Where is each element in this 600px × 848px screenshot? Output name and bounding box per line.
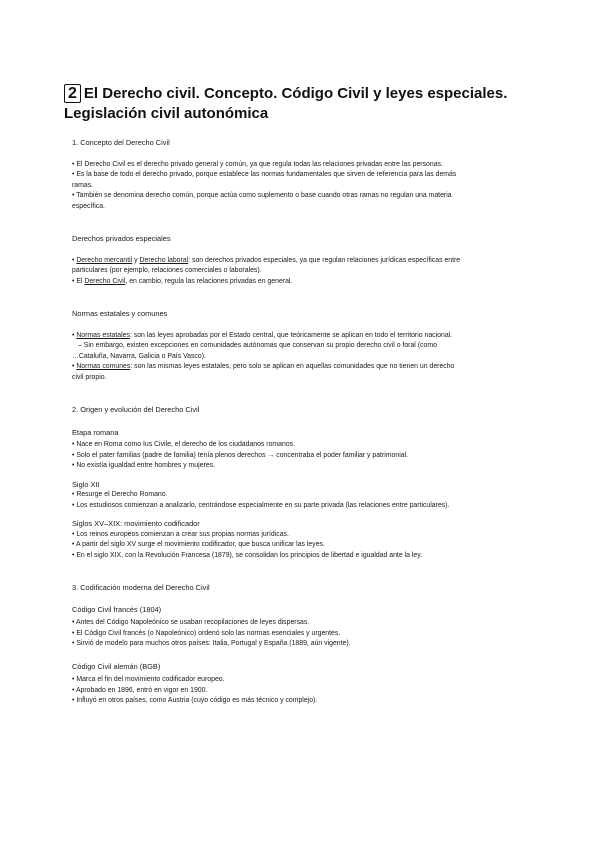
siglo-xii-line: • Los estudiosos comienzan a analizarlo, centrándose especialmente en su parte privada (las relaciones entre particulares). (72, 501, 450, 509)
s1-line: específica. (72, 202, 105, 210)
title-line-2: Legislación civil autonómica (64, 105, 269, 122)
normas-line-1: • Normas estatales: son las leyes aprobadas por el Estado central, que teóricamente se aplican en todo el territorio nacional. (72, 331, 453, 339)
privados-line-3: • El Derecho Civil, en cambio, regula las relaciones privadas en general. (72, 277, 293, 285)
roma-line: • No existía igualdad entre hombres y mujeres. (72, 462, 215, 469)
siglos-xv-xix-line: • Los reinos europeos comienzan a crear sus propias normas jurídicas. (72, 530, 289, 538)
codigo-aleman-line: • Marca el fin del movimiento codificador europeo. (72, 676, 225, 683)
normas-estatales-term: Normas estatales (76, 331, 130, 339)
siglo-xii-heading: Siglo XII (72, 479, 100, 489)
normas-heading: Normas estatales y comunes (72, 309, 168, 318)
roma-heading: Etapa romana (72, 427, 119, 437)
privados-heading: Derechos privados especiales (72, 234, 171, 243)
codigo-aleman-line: • Influyó en otros países, como Austria (cuyo código es más técnico y complejo). (72, 697, 318, 704)
privados-line-1: • Derecho mercantil y Derecho laboral: son derechos privados especiales, ya que regulan relaciones jurídicas específicas entre (72, 256, 461, 264)
privados-line-2: particulares (por ejemplo, relaciones comerciales o laborales). (72, 267, 262, 274)
topic-number-badge: 2 (64, 84, 81, 103)
title-text-1: El Derecho civil. Concepto. Código Civil y leyes especiales. (83, 85, 508, 102)
normas-line-3: …Cataluña, Navarra, Galicia o País Vasco). (72, 352, 206, 360)
codigo-aleman-line: • Aprobado en 1896, entró en vigor en 1900. (72, 686, 208, 694)
codigo-frances-line: • Sirvió de modelo para muchos otros países: Italia, Portugal y España (1889, aún vigente). (72, 640, 351, 647)
s1-line: • El Derecho Civil es el derecho privado general y común, ya que regula todas las relaciones privadas entre las personas. (72, 160, 443, 168)
codigo-frances-line: • El Código Civil francés (o Napoleónico) ordenó solo las normas esenciales y urgentes. (72, 629, 341, 637)
derecho-laboral-term: Derecho laboral (139, 256, 189, 264)
section-2-heading: 2. Origen y evolución del Derecho Civil (72, 405, 200, 414)
normas-line-4: • Normas comunes: son las mismas leyes estatales, pero solo se aplican en aquellas comunidades que no tienen un derecho (72, 363, 455, 370)
roma-line: • Solo el pater familias (padre de familia) tenía plenos derechos → concentraba el poder familiar y patrimonial. (72, 451, 409, 459)
normas-comunes-term: Normas comunes (76, 363, 131, 370)
section-3-heading: 3. Codificación moderna del Derecho Civil (72, 583, 210, 592)
normas-line-2: – Sin embargo, existen excepciones en comunidades autónomas que conservan su propio derecho civil o foral (como (78, 342, 437, 349)
siglos-xv-xix-line: • A partir del siglo XV surge el movimiento codificador, que busca unificar las leyes. (72, 541, 325, 548)
document-body (72, 138, 532, 707)
s1-line: ramas. (72, 181, 94, 189)
document-title (64, 84, 544, 124)
siglos-xv-xix-line: • En el siglo XIX, con la Revolución Francesa (1879), se consolidan los principios de libertad e igualdad ante la ley. (72, 551, 423, 559)
s1-line: • Es la base de todo el derecho privado, porque establece las normas fundamentales que sirven de referencia para las demás (72, 171, 457, 178)
s1-line: • También se denomina derecho común, porque actúa como suplemento o base cuando otras ramas no regulan una materia (72, 192, 452, 199)
siglos-xv-xix-heading: Siglos XV–XIX: movimiento codificador (72, 519, 200, 528)
siglo-xii-line: • Resurge el Derecho Romano. (72, 491, 168, 498)
roma-line: • Nace en Roma como Ius Civile, el derecho de los ciudadanos romanos. (72, 441, 296, 448)
section-1-heading: 1. Concepto del Derecho Civil (72, 138, 170, 147)
codigo-aleman-heading: Código Civil alemán (BGB) (72, 661, 161, 671)
title-line-1 (64, 84, 544, 104)
derecho-civil-term: Derecho Civil (84, 277, 126, 285)
codigo-frances-line: • Antes del Código Napoleónico se usaban recopilaciones de leyes dispersas. (72, 619, 310, 626)
derecho-mercantil-term: Derecho mercantil (76, 256, 133, 264)
normas-line-5: civil propio. (72, 373, 107, 381)
codigo-frances-heading: Código Civil francés (1804) (72, 604, 162, 614)
